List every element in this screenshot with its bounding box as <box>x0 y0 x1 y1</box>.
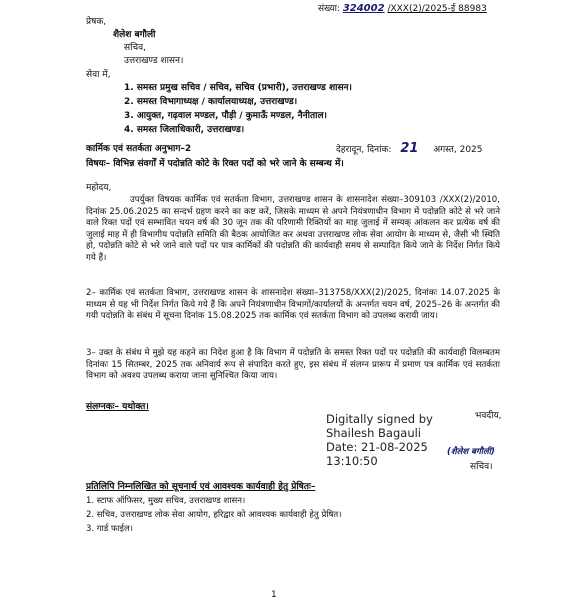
page-number: 1 <box>271 590 277 600</box>
place-date-label: देहरादून, दिनांक: <box>336 145 392 155</box>
paragraph-1-text: उपर्युक्त विषयक कार्मिक एवं सतर्कता विभाग, उत्तराखण्ड शासन के शासनादेश संख्या–309103 /XXX(2)/2010, दिनांक 25.06.2025 का सन्दर्भ ग्रहण करने का कष्ट करें, जिसके माध्यम से अपने नियंत्रणाधीन विभाग में पदोन्नति कोटे से भरे जाने वाले रिक्त पदों एवं सम्भावित चयन वर्ष की 30 जून तक की परिणामी रिक्तियों का माह जुलाई में सम्यक् आंकलन कर प्रत्येक वर्ष की जुलाई माह में ही विभागीय पदोन्नति समिति की बैठक आयोजित कर अथवा उत्तराखण्ड लोक सेवा आयोग के माध्यम से, जैसी भी स्थिति हो, पदोन्नति कोटे से भरे जाने वाले पदों पर पात्र कार्मिकों की पदोन्नति की कार्यवाही समय से सम्पादित किये जाने के निर्देश निर्गत किये गये हैं। <box>86 195 500 263</box>
recipients-label: सेवा में, <box>86 70 111 80</box>
copy-heading: प्रतिलिपि निम्नलिखित को सूचनार्थ एवं आवश्यक कार्यवाही हेतु प्रेषितः– <box>86 482 316 492</box>
copy-item: 3. गार्ड फाईल। <box>86 524 133 534</box>
ref-prefix: संख्या: <box>318 4 340 14</box>
paragraph-2-text: 2– कार्मिक एवं सतर्कता विभाग, उत्तराखण्ड शासन के शासनादेश संख्या–313758/XXX(2)/2025, दिनांकः 14.07.2025 के माध्यम से यह भी निर्देश निर्गत किये गये हैं कि अपने नियंत्रणाधीन विभागों/कार्यालयों के अन्तर्गत चयन वर्ष, 2025–26 के अन्तर्गत की गयी पदोन्नति के संबंध में सूचना दिनांक 15.08.2025 तक कार्मिक एवं सतर्कता विभाग को उपलब्ध करायी जाय। <box>86 288 500 322</box>
signature-line-1: Digitally signed by <box>326 412 433 426</box>
paragraph-1 <box>86 195 500 265</box>
signature-line-2: Shailesh Bagauli <box>326 426 421 440</box>
copy-item: 1. स्टाफ ऑफिसर, मुख्य सचिव, उत्तराखण्ड शासन। <box>86 496 246 506</box>
digital-signature <box>326 412 433 468</box>
signatory-name: (शैलेश बगौली) <box>447 447 495 457</box>
paragraph-2 <box>86 288 500 323</box>
sender-designation: सचिव, <box>124 43 146 53</box>
reference-number <box>318 3 487 15</box>
day-handwritten: 21 <box>400 141 419 156</box>
ref-handwritten: 324002 <box>342 3 385 14</box>
paragraph-3 <box>86 348 500 383</box>
recipient-item: 4. समस्त जिलाधिकारी, उत्तराखण्ड। <box>124 125 245 135</box>
signature-line-4: 13:10:50 <box>326 454 378 468</box>
department-section: कार्मिक एवं सतर्कता अनुभाग–2 <box>86 144 192 154</box>
signatory-designation: सचिव। <box>470 462 493 472</box>
month-year: अगस्त, 2025 <box>433 145 483 155</box>
sender-label: प्रेषक, <box>86 17 107 27</box>
yours-faithfully: भवदीय, <box>475 411 502 421</box>
ref-suffix: /XXX(2)/2025-ई 88983 <box>387 4 487 14</box>
copy-item: 2. सचिव, उत्तराखण्ड लोक सेवा आयोग, हरिद्वार को आवश्यक कार्यवाही हेतु प्रेषित। <box>86 510 342 520</box>
sender-office: उत्तराखण्ड शासन। <box>124 56 184 66</box>
copy-list <box>86 496 341 538</box>
salutation: महोदय, <box>86 183 112 193</box>
paragraph-3-text: 3– उक्त के संबंध मे मुझे यह कहने का निदेश हुआ है कि विभाग में पदोन्नति के समस्त रिक्त पदों पर पदोन्नति की कार्यवाही विलम्बतम दिनांकः 15 सितम्बर, 2025 तक अनिवार्य रूप से संपादित करते हुए, इस संबंध में संलग्न प्रारूप में प्रमाण पत्र कार्मिक एवं सतर्कता विभाग को अवश्य उपलब्ध कराया जाना सुनिश्चित किया जाय। <box>86 348 500 382</box>
place-date <box>336 143 483 156</box>
recipient-item: 3. आयुक्त, गढ़वाल मण्डल, पौड़ी / कुमाऊँ मण्डल, नैनीताल। <box>124 111 327 121</box>
signature-line-3: Date: 21-08-2025 <box>326 440 428 454</box>
enclosure-note: संलग्नकः– यथोक्त। <box>86 402 149 412</box>
recipient-item: 1. समस्त प्रमुख सचिव / सचिव, सचिव (प्रभारी), उत्तराखण्ड शासन। <box>124 83 352 93</box>
sender-name: शैलेश बगौली <box>113 30 156 40</box>
subject-line: विषयः– विभिन्न संवर्गों में पदोन्नति कोटे के रिक्त पदों को भरे जाने के सम्बन्ध में। <box>86 159 344 169</box>
recipient-item: 2. समस्त विभागाध्यक्ष / कार्यालयाध्यक्ष, उत्तराखण्ड। <box>124 97 298 107</box>
